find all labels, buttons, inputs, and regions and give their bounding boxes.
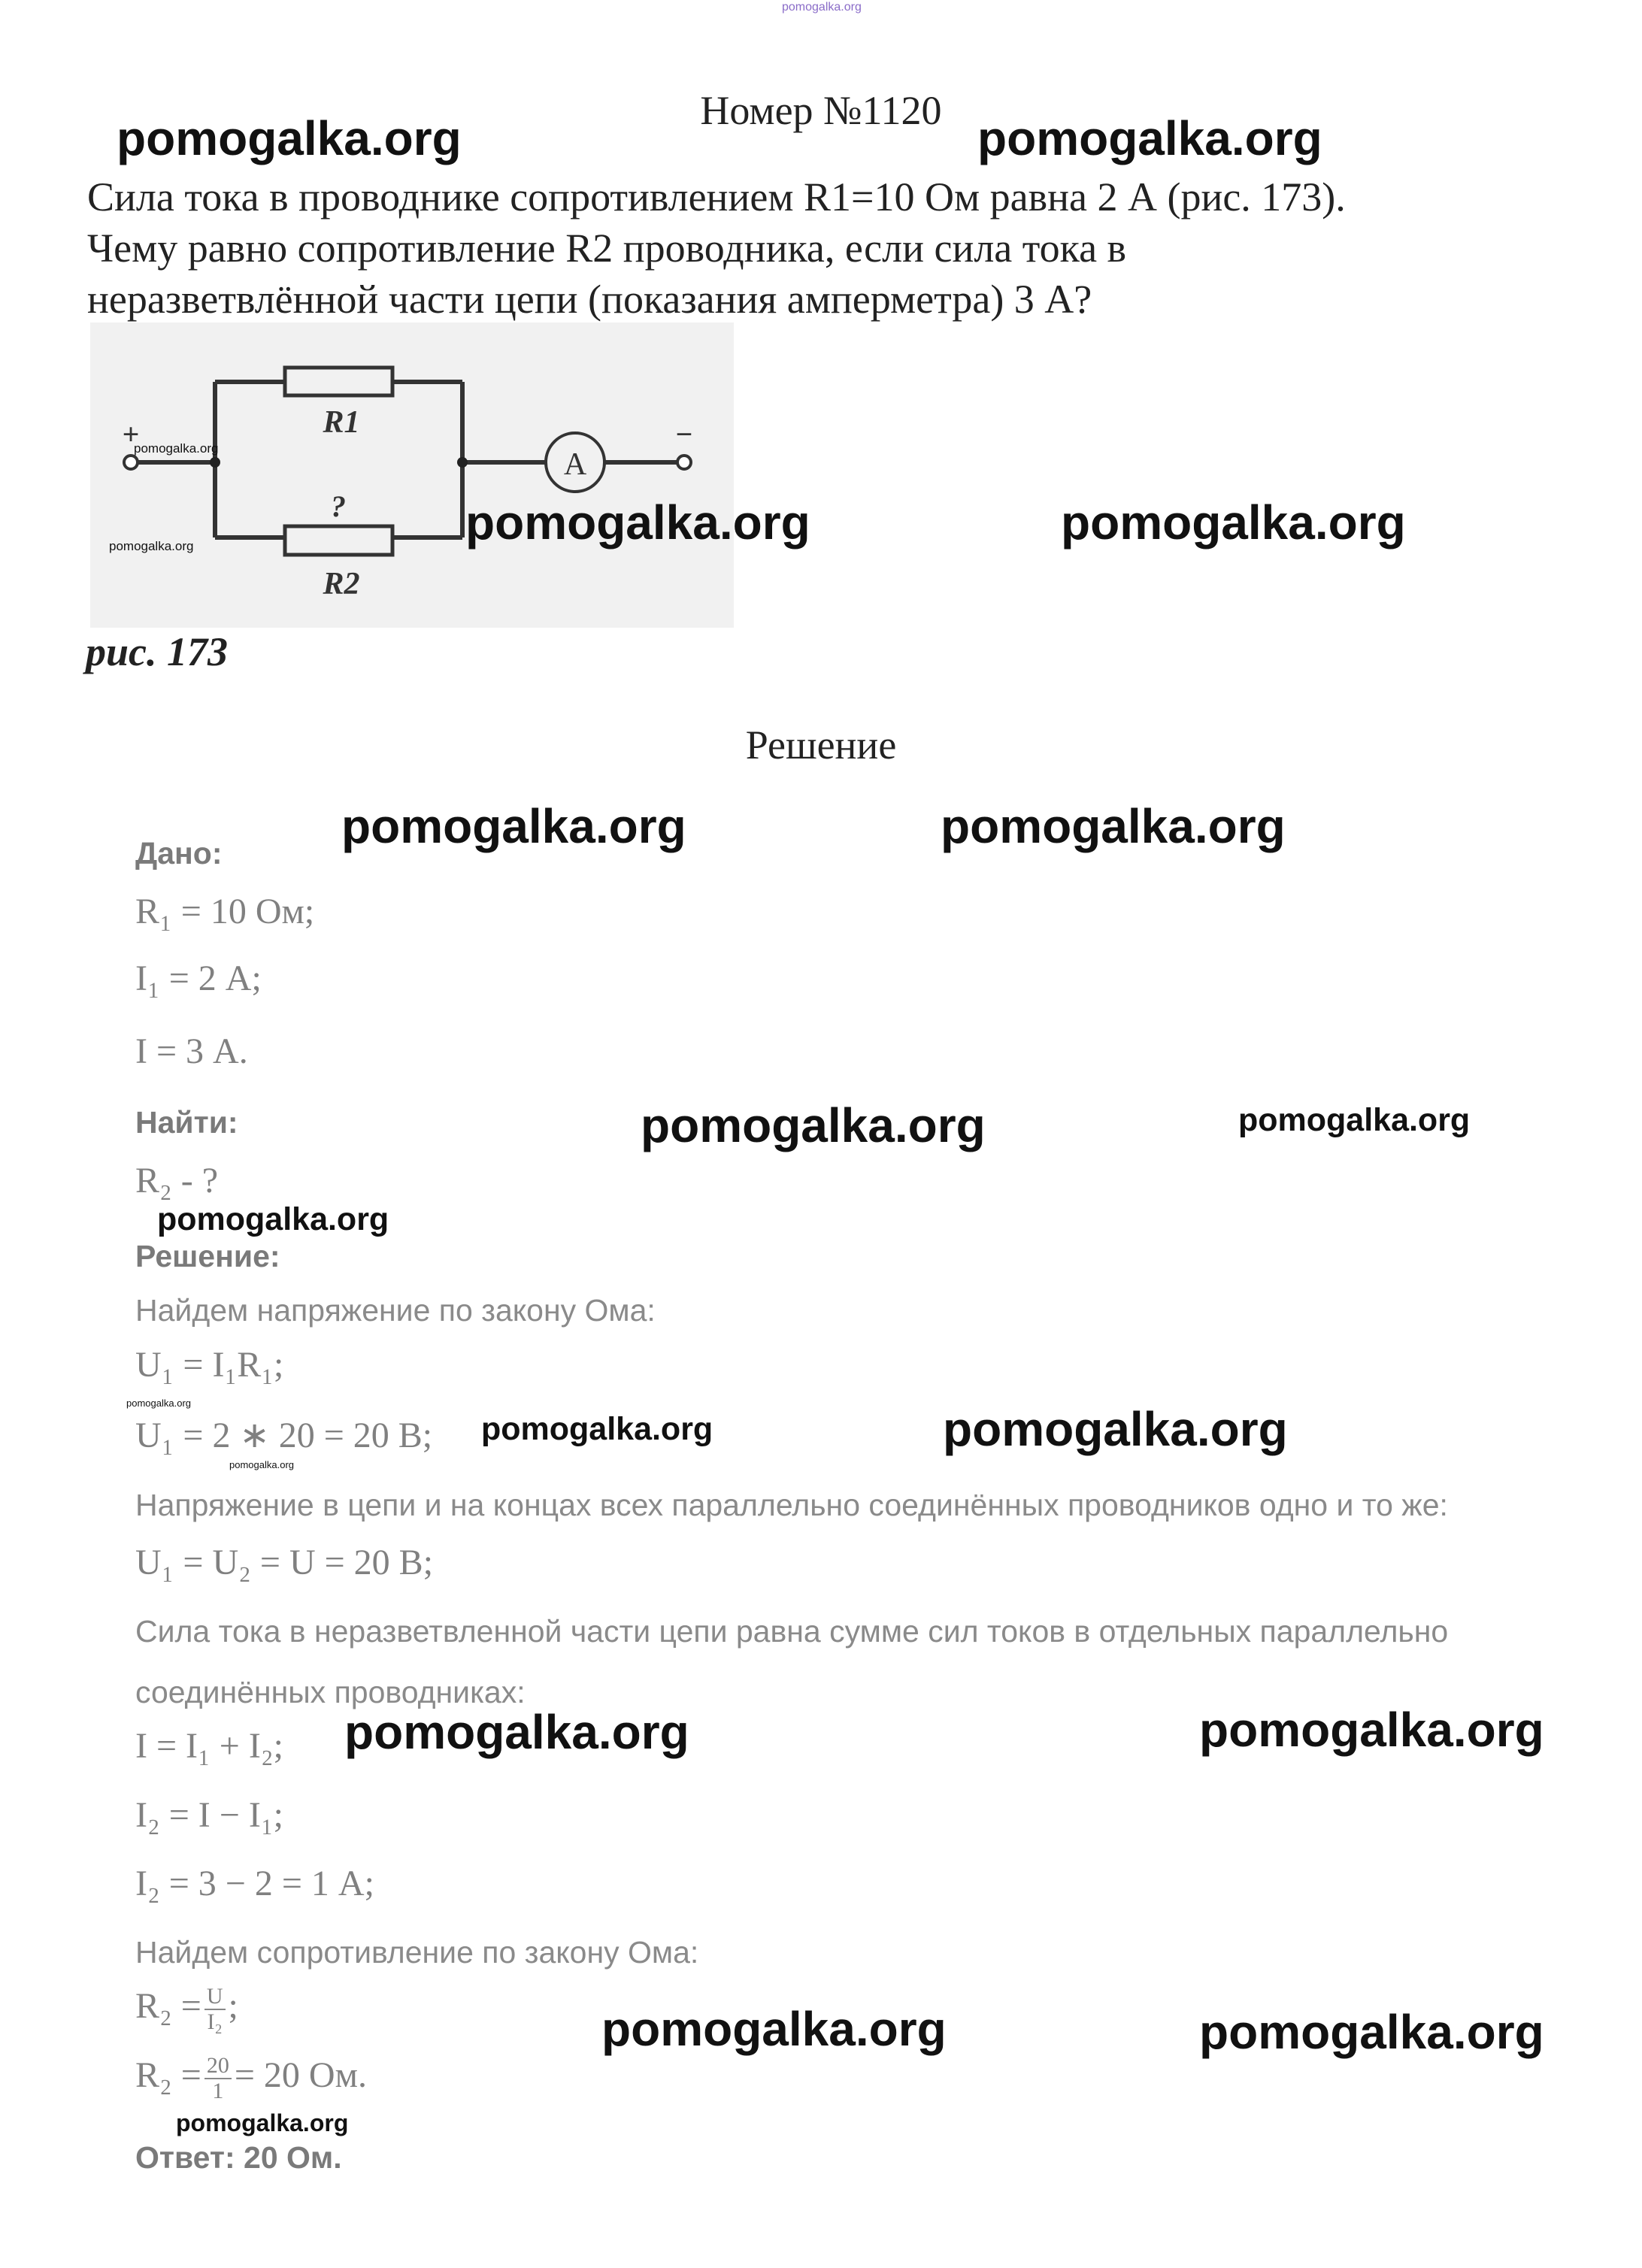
circuit-figure	[90, 322, 734, 628]
watermark: pomogalka.org	[134, 441, 219, 456]
watermark: pomogalka.org	[943, 1402, 1288, 1456]
page-title: Номер №1120	[700, 88, 942, 133]
watermark: pomogalka.org	[176, 2109, 349, 2136]
denominator: 1	[212, 2079, 224, 2103]
solution-step: Найдем напряжение по закону Ома:	[135, 1293, 656, 1328]
watermark: pomogalka.org	[341, 799, 686, 853]
formula-rhs: = 20 Ом.	[234, 2055, 367, 2096]
label-r2: R2	[323, 567, 360, 601]
watermark: pomogalka.org	[157, 1201, 389, 1237]
watermark: pomogalka.org	[126, 1397, 191, 1409]
formula-rhs: ;	[228, 1986, 238, 2027]
given-item: I₁ = 2 А;	[135, 958, 262, 998]
solution-label: Решение:	[135, 1239, 280, 1273]
solution-step: соединённых проводниках:	[135, 1675, 526, 1709]
solution-step: Напряжение в цепи и на концах всех параллельно соединённых проводников одно и то же:	[135, 1488, 1448, 1522]
given-item: R₁ = 10 Ом;	[135, 892, 315, 931]
fraction	[204, 1985, 226, 2034]
resistor-r2	[285, 526, 392, 555]
watermark: pomogalka.org	[601, 2002, 947, 2056]
watermark: pomogalka.org	[782, 1, 862, 14]
formula-lhs: R₂ =	[135, 2055, 201, 2096]
numerator: 20	[204, 2054, 232, 2079]
find-label: Найти:	[135, 1105, 238, 1140]
answer: Ответ: 20 Ом.	[135, 2140, 342, 2175]
junction	[210, 457, 220, 468]
watermark: pomogalka.org	[481, 1411, 713, 1447]
solution-step: I = I₁ + I₂;	[135, 1726, 283, 1766]
numerator: U	[204, 1985, 226, 2010]
terminal-minus	[677, 456, 691, 469]
formula-r2-general	[135, 1985, 238, 2034]
solution-step: I₂ = 3 − 2 = 1 А;	[135, 1864, 374, 1903]
junction	[457, 457, 468, 468]
watermark: pomogalka.org	[109, 539, 194, 553]
watermark: pomogalka.org	[117, 111, 462, 165]
watermark: pomogalka.org	[229, 1459, 294, 1470]
watermark: pomogalka.org	[977, 111, 1322, 165]
terminal-plus	[124, 456, 138, 469]
solution-title: Решение	[745, 722, 897, 768]
watermark: pomogalka.org	[465, 495, 810, 550]
solution-step: Сила тока в неразветвленной части цепи равна сумме сил токов в отдельных параллельно	[135, 1614, 1449, 1649]
formula-r2-value	[135, 2054, 367, 2103]
problem-line: неразветвлённой части цепи (показания амперметра) 3 А?	[87, 277, 1092, 322]
watermark: pomogalka.org	[1199, 2005, 1544, 2059]
circuit-diagram	[90, 322, 734, 628]
watermark: pomogalka.org	[1238, 1102, 1471, 1138]
problem-line: Чему равно сопротивление R2 проводника, если сила тока в	[87, 226, 1127, 271]
problem-line: Сила тока в проводнике сопротивлением R1=10 Ом равна 2 А (рис. 173).	[87, 174, 1346, 220]
find-item: R₂ - ?	[135, 1161, 219, 1201]
solution-step: Найдем сопротивление по закону Ома:	[135, 1935, 699, 1970]
solution-step: U₁ = U₂ = U = 20 В;	[135, 1543, 434, 1582]
given-label: Дано:	[135, 836, 223, 871]
label-ammeter: A	[563, 447, 587, 482]
denominator: I₂	[207, 2009, 223, 2034]
resistor-r1	[285, 368, 392, 395]
label-plus: +	[122, 417, 140, 451]
label-unknown: ?	[331, 489, 346, 523]
watermark: pomogalka.org	[1061, 495, 1406, 550]
given-item: I = 3 А.	[135, 1031, 248, 1071]
figure-caption: рис. 173	[86, 629, 228, 674]
watermark: pomogalka.org	[1199, 1703, 1544, 1757]
watermark: pomogalka.org	[344, 1705, 689, 1759]
watermark: pomogalka.org	[941, 799, 1286, 853]
label-r1: R1	[323, 405, 360, 440]
solution-step: U₁ = 2 ∗ 20 = 20 В;	[135, 1416, 433, 1455]
solution-step: U₁ = I₁R₁;	[135, 1345, 284, 1385]
label-minus: −	[675, 417, 693, 451]
watermark: pomogalka.org	[641, 1098, 986, 1152]
formula-lhs: R₂ =	[135, 1986, 201, 2027]
fraction	[204, 2054, 232, 2103]
solution-step: I₂ = I − I₁;	[135, 1795, 283, 1835]
